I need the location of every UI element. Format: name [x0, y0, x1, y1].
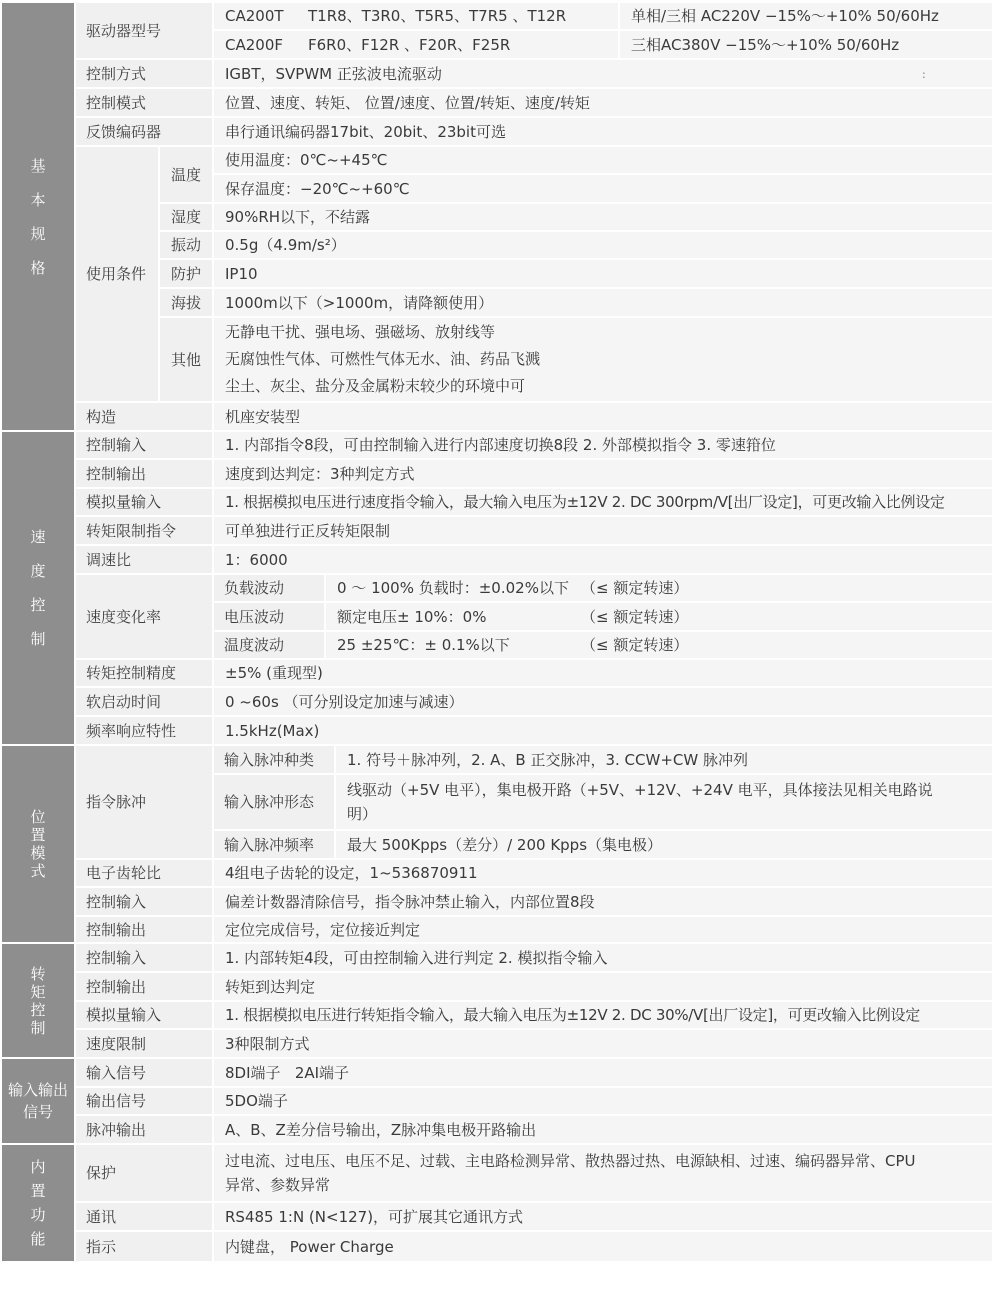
- label-soft-start: 软启动时间: [76, 688, 212, 715]
- value-soft-start: 0 ~60s （可分别设定加速与减速）: [214, 688, 992, 715]
- value-gear-ratio: 4组电子齿轮的设定，1~536870911: [214, 860, 992, 886]
- label-torque-input: 控制输入: [76, 944, 212, 971]
- section-position-char: 式: [30, 862, 46, 880]
- value-speed-limit: 3种限制方式: [214, 1030, 992, 1057]
- label-driver-model: 驱动器型号: [76, 3, 212, 58]
- section-io: [2, 1059, 74, 1143]
- value-vibration: 0.5g（4.9m/s²）: [214, 232, 992, 258]
- section-builtin-char: 内: [30, 1158, 46, 1176]
- section-basic-char: 基: [30, 156, 46, 175]
- label-gear-ratio: 电子齿轮比: [76, 860, 212, 886]
- label-output-signal: 输出信号: [76, 1088, 212, 1114]
- variation-row-label: 电压波动: [214, 603, 324, 630]
- section-torque-char: 转: [30, 964, 46, 983]
- value-encoder: 串行通讯编码器17bit、20bit、23bit可选: [214, 118, 992, 145]
- label-humidity: 湿度: [160, 204, 212, 230]
- label-encoder: 反馈编码器: [76, 118, 212, 145]
- label-torque-accuracy: 转矩控制精度: [76, 660, 212, 686]
- label-speed-output: 控制输出: [76, 460, 212, 487]
- label-other: 其他: [160, 318, 212, 401]
- value-speed-analog: 1. 根据模拟电压进行速度指令输入，最大输入电压为±12V 2. DC 300rpm/V[出厂设定]，可更改输入比例设定: [214, 489, 992, 515]
- label-torque-limit: 转矩限制指令: [76, 517, 212, 544]
- value-altitude: 1000m以下（>1000m，请降额使用）: [214, 289, 992, 316]
- value-pulse-freq: 最大 500Kpps（差分）/ 200 Kpps（集电极）: [336, 831, 992, 858]
- label-structure: 构造: [76, 403, 212, 430]
- label-pulse-output: 脉冲输出: [76, 1116, 212, 1143]
- label-temperature: 温度: [160, 147, 212, 202]
- value-other: [214, 318, 992, 401]
- value-other-line: 无腐蚀性气体、可燃性气体无水、油、药品飞溅: [225, 350, 541, 368]
- section-torque-char: 矩: [30, 982, 46, 1001]
- value-torque-accuracy: ±5% (重现型): [214, 660, 992, 686]
- label-control-mode: 控制模式: [76, 89, 212, 116]
- variation-row-note: （≤ 额定转速）: [581, 636, 689, 654]
- variation-row-label: 温度波动: [214, 632, 324, 658]
- label-speed-variation: 速度变化率: [76, 575, 212, 658]
- value-protection: IP10: [214, 260, 992, 287]
- label-command-pulse: 指令脉冲: [76, 746, 212, 858]
- variation-row-note: （≤ 额定转速）: [581, 579, 689, 597]
- variation-row-value: [326, 575, 992, 601]
- value-torque-limit: 可单独进行正反转矩限制: [214, 517, 992, 544]
- section-io-line: 信号: [22, 1103, 53, 1121]
- label-pulse-freq: 输入脉冲频率: [214, 831, 334, 858]
- section-builtin: [2, 1145, 74, 1261]
- variation-row-note: （≤ 额定转速）: [581, 607, 689, 626]
- section-speed-char: 度: [30, 562, 46, 580]
- label-pulse-form: 输入脉冲形态: [214, 775, 334, 829]
- section-builtin-char: 置: [30, 1182, 46, 1200]
- section-speed: [2, 432, 74, 744]
- label-communication: 通讯: [76, 1203, 212, 1230]
- section-io-line: 输入输出: [7, 1081, 68, 1099]
- value-pulse-form: 线驱动（+5V 电平），集电极开路（+5V、+12V、+24V 电平，具体接法见相关电路说明）: [336, 775, 992, 829]
- value-output-signal: 5DO端子: [214, 1088, 992, 1114]
- section-basic-char: 规: [30, 224, 46, 243]
- label-vibration: 振动: [160, 232, 212, 258]
- label-speed-input: 控制输入: [76, 432, 212, 458]
- section-speed-char: 速: [30, 528, 46, 546]
- label-torque-analog: 模拟量输入: [76, 1002, 212, 1028]
- label-position-input: 控制输入: [76, 888, 212, 915]
- value-torque-output: 转矩到达判定: [214, 973, 992, 1000]
- value-humidity: 90%RH以下，不结露: [214, 204, 992, 230]
- model-name: CA200F: [214, 31, 298, 58]
- value-other-line: 尘土、灰尘、盐分及金属粉末较少的环境中可: [225, 377, 526, 395]
- value-communication: RS485 1:N (N<127)，可扩展其它通讯方式: [214, 1203, 992, 1230]
- value-pulse-type: 1. 符号＋脉冲列，2. A、B 正交脉冲，3. CCW+CW 脉冲列: [336, 746, 992, 773]
- variation-row-value: [326, 603, 992, 630]
- value-control-mode: 位置、速度、转矩、 位置/速度、位置/转矩、速度/转矩: [214, 89, 992, 116]
- value-speed-input: 1. 内部指令8段，可由控制输入进行内部速度切换8段 2. 外部模拟指令 3. 零速箝位: [214, 432, 992, 458]
- model-variants: F6R0、F12R 、F20R、F25R: [298, 31, 618, 58]
- value-structure: 机座安装型: [214, 403, 992, 430]
- section-builtin-char: 功: [30, 1206, 46, 1224]
- value-control-method-text: IGBT，SVPWM 正弦波电流驱动: [225, 64, 442, 83]
- label-speed-limit: 速度限制: [76, 1030, 212, 1057]
- value-control-method-mark: :: [922, 68, 926, 81]
- section-basic: [2, 3, 74, 430]
- label-torque-output: 控制输出: [76, 973, 212, 1000]
- label-position-output: 控制输出: [76, 917, 212, 942]
- value-speed-output: 速度到达判定：3种判定方式: [214, 460, 992, 487]
- variation-row-value: [326, 632, 992, 658]
- label-freq-response: 频率响应特性: [76, 717, 212, 744]
- section-basic-char: 格: [30, 258, 46, 277]
- value-protection-func: 过电流、过电压、电压不足、过载、主电路检测异常、散热器过热、电源缺相、过速、编码器异常、CPU 异常、参数异常: [214, 1145, 992, 1201]
- section-position: [2, 746, 74, 942]
- variation-row-text: 25 ±25℃：± 0.1%以下: [337, 636, 510, 654]
- value-torque-input: 1. 内部转矩4段，可由控制输入进行判定 2. 模拟指令输入: [214, 944, 992, 971]
- label-altitude: 海拔: [160, 289, 212, 316]
- value-position-input: 偏差计数器清除信号，指令脉冲禁止输入，内部位置8段: [214, 888, 992, 915]
- model-power: 三相AC380V −15%～+10% 50/60Hz: [620, 31, 992, 58]
- label-speed-ratio: 调速比: [76, 546, 212, 573]
- section-position-char: 位: [30, 808, 46, 826]
- value-torque-analog: 1. 根据模拟电压进行转矩指令输入，最大输入电压为±12V 2. DC 30%/V[出厂设定]，可更改输入比例设定: [214, 1002, 992, 1028]
- label-indicator: 指示: [76, 1232, 212, 1261]
- label-input-signal: 输入信号: [76, 1059, 212, 1086]
- label-protection-func: 保护: [76, 1145, 212, 1201]
- value-indicator: 内键盘， Power Charge: [214, 1232, 992, 1261]
- label-control-method: 控制方式: [76, 60, 212, 87]
- label-pulse-type: 输入脉冲种类: [214, 746, 334, 773]
- value-freq-response: 1.5kHz(Max): [214, 717, 992, 744]
- variation-row-label: 负载波动: [214, 575, 324, 601]
- section-speed-char: 控: [30, 596, 46, 614]
- value-position-output: 定位完成信号，定位接近判定: [214, 917, 992, 942]
- value-temp-use: 使用温度：0℃~+45℃: [214, 147, 992, 173]
- value-other-line: 无静电干扰、强电场、强磁场、放射线等: [225, 323, 496, 341]
- value-input-signal: 8DI端子 2AI端子: [214, 1059, 992, 1086]
- model-name: CA200T: [214, 3, 298, 29]
- section-basic-char: 本: [30, 190, 46, 209]
- value-speed-ratio: 1：6000: [214, 546, 992, 573]
- value-control-method: [214, 60, 992, 87]
- label-speed-analog: 模拟量输入: [76, 489, 212, 515]
- label-conditions: 使用条件: [76, 147, 158, 401]
- section-torque-char: 制: [30, 1018, 46, 1037]
- section-torque: [2, 944, 74, 1057]
- value-pulse-output: A、B、Z差分信号输出，Z脉冲集电极开路输出: [214, 1116, 992, 1143]
- section-position-char: 置: [30, 826, 46, 844]
- variation-row-text: 0 ～ 100% 负载时：±0.02%以下: [337, 579, 569, 597]
- model-variants: T1R8、T3R0、T5R5、T7R5 、T12R: [298, 3, 618, 29]
- model-power: 单相/三相 AC220V −15%～+10% 50/60Hz: [620, 3, 992, 29]
- section-builtin-char: 能: [30, 1230, 46, 1248]
- section-speed-char: 制: [30, 630, 46, 648]
- label-protection: 防护: [160, 260, 212, 287]
- value-temp-store: 保存温度：−20℃~+60℃: [214, 175, 992, 202]
- section-torque-char: 控: [30, 1000, 46, 1019]
- variation-row-text: 额定电压± 10%：0%: [337, 607, 487, 626]
- section-position-char: 模: [30, 844, 46, 862]
